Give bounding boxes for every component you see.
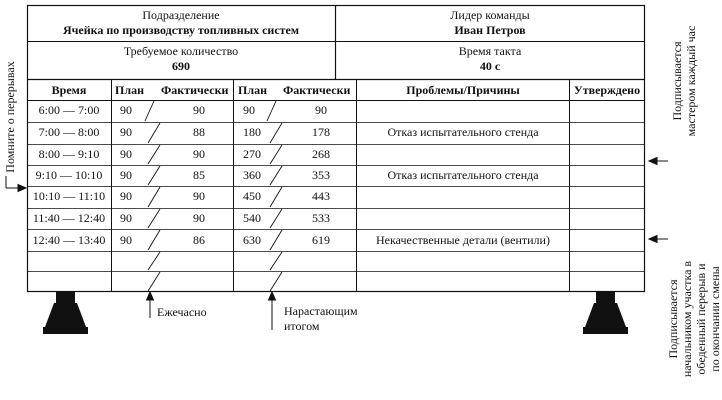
- required-qty-label: Требуемое количество: [123, 44, 239, 58]
- board-stand-right: [583, 292, 628, 334]
- cum-plan-cell: 540: [243, 211, 261, 225]
- chief-sign-note-line1: Подписывается: [666, 279, 680, 359]
- division-label: Подразделение: [142, 8, 220, 22]
- fact-cell: 90: [193, 189, 205, 203]
- col-header-fact-cumulative: Фактически: [283, 83, 351, 97]
- breaks-reminder-note: Помните о перерывах: [3, 61, 17, 173]
- cum-fact-cell: 619: [312, 233, 330, 247]
- cum-plan-cell: 630: [243, 233, 261, 247]
- time-cell: 12:40 — 13:40: [32, 233, 106, 247]
- fact-cell: 85: [193, 168, 205, 182]
- takt-time-value: 40 с: [479, 59, 501, 73]
- leader-value: Иван Петров: [454, 23, 526, 37]
- time-cell: 10:10 — 11:10: [32, 189, 106, 203]
- fact-cell: 90: [193, 147, 205, 161]
- takt-time-label: Время такта: [458, 44, 522, 58]
- chief-sign-note-line3: обеденный перерыв и: [694, 263, 708, 375]
- required-qty-value: 690: [172, 59, 190, 73]
- cum-plan-cell: 450: [243, 189, 261, 203]
- plan-cell: 90: [120, 189, 132, 203]
- cumulative-annotation-line2: итогом: [284, 319, 320, 333]
- plan-cell: 90: [120, 168, 132, 182]
- problem-cell: Отказ испытательного стенда: [387, 168, 539, 182]
- fact-cell: 88: [193, 125, 205, 139]
- time-cell: 9:10 — 10:10: [35, 168, 103, 182]
- plan-cell: 90: [120, 211, 132, 225]
- cum-fact-cell: 90: [315, 103, 327, 117]
- fact-cell: 90: [193, 103, 205, 117]
- col-header-fact-hourly: Фактически: [161, 83, 229, 97]
- cum-plan-cell: 360: [243, 168, 261, 182]
- problem-cell: Некачественные детали (вентили): [376, 233, 550, 247]
- cum-fact-cell: 268: [312, 147, 330, 161]
- master-sign-note-line1: Подписывается: [670, 41, 684, 121]
- col-header-problems: Проблемы/Причины: [406, 83, 520, 97]
- problem-cell: Отказ испытательного стенда: [387, 125, 539, 139]
- col-header-approved: Утверждено: [573, 83, 641, 97]
- time-cell: 7:00 — 8:00: [38, 125, 100, 139]
- fact-cell: 90: [193, 211, 205, 225]
- cum-plan-cell: 90: [243, 103, 255, 117]
- division-value: Ячейка по производству топливных систем: [62, 23, 300, 37]
- col-header-plan-cumulative: План: [238, 83, 267, 97]
- plan-cell: 90: [120, 233, 132, 247]
- board-stand-left: [43, 292, 88, 334]
- time-cell: 6:00 — 7:00: [38, 103, 100, 117]
- plan-cell: 90: [120, 125, 132, 139]
- leader-label: Лидер команды: [450, 8, 530, 22]
- cum-fact-cell: 443: [312, 189, 330, 203]
- hourly-annotation: Ежечасно: [157, 305, 207, 319]
- cum-fact-cell: 533: [312, 211, 330, 225]
- cum-fact-cell: 353: [312, 168, 330, 182]
- col-header-plan-hourly: План: [115, 83, 144, 97]
- plan-cell: 90: [120, 103, 132, 117]
- fact-cell: 86: [193, 233, 205, 247]
- cum-plan-cell: 180: [243, 125, 261, 139]
- chief-sign-note-line4: по окончании смены: [708, 266, 722, 372]
- master-sign-note-line2: мастером каждый час: [684, 25, 698, 137]
- cum-fact-cell: 178: [312, 125, 330, 139]
- cum-plan-cell: 270: [243, 147, 261, 161]
- col-header-time: Время: [51, 83, 87, 97]
- cumulative-annotation-line1: Нарастающим: [284, 304, 358, 318]
- time-cell: 8:00 — 9:10: [38, 147, 100, 161]
- plan-cell: 90: [120, 147, 132, 161]
- time-cell: 11:40 — 12:40: [32, 211, 106, 225]
- chief-sign-note-line2: начальником участка в: [680, 260, 694, 378]
